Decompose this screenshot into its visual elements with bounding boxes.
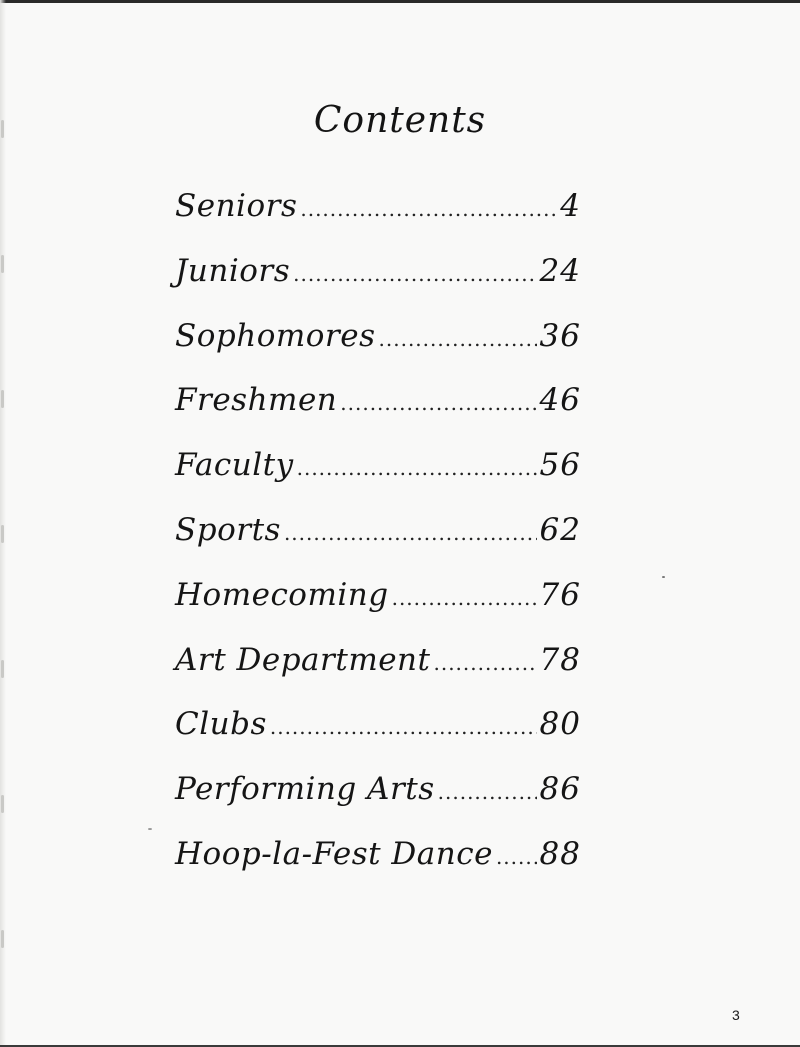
- dot-leader: [293, 262, 536, 286]
- toc-entry-page: 46: [539, 382, 581, 419]
- dot-leader: [297, 456, 537, 480]
- toc-entry-label: Homecoming: [175, 576, 389, 613]
- dot-leader: [340, 391, 536, 415]
- toc-entry-seniors[interactable]: [175, 188, 581, 253]
- page-title: Contents: [313, 100, 487, 141]
- dot-leader: [270, 715, 537, 739]
- page-number: 3: [732, 1007, 740, 1023]
- toc-entry-hoop-la-fest-dance[interactable]: [175, 836, 581, 901]
- table-of-contents: [175, 188, 581, 901]
- dot-leader: [300, 197, 557, 221]
- toc-entry-label: Sophomores: [175, 317, 376, 354]
- toc-entry-page: 56: [539, 447, 581, 484]
- binding-hole: [1, 390, 4, 408]
- paper-speck: [662, 576, 665, 578]
- dot-leader: [379, 327, 537, 351]
- toc-entry-freshmen[interactable]: [175, 382, 581, 447]
- toc-entry-page: 80: [539, 706, 581, 743]
- toc-entry-sophomores[interactable]: [175, 318, 581, 383]
- toc-entry-performing-arts[interactable]: [175, 771, 581, 836]
- toc-entry-homecoming[interactable]: [175, 577, 581, 642]
- toc-entry-label: Faculty: [175, 447, 294, 484]
- toc-entry-page: 24: [539, 252, 581, 289]
- dot-leader: [433, 651, 536, 675]
- toc-entry-faculty[interactable]: [175, 447, 581, 512]
- binding-hole: [1, 930, 4, 948]
- toc-entry-page: 86: [539, 771, 581, 808]
- binding-hole: [1, 525, 4, 543]
- toc-entry-label: Freshmen: [175, 382, 338, 419]
- dot-leader: [392, 586, 537, 610]
- toc-entry-page: 62: [539, 511, 581, 548]
- toc-entry-page: 4: [560, 188, 581, 224]
- toc-entry-label: Sports: [175, 511, 281, 548]
- dot-leader: [284, 521, 537, 545]
- toc-entry-label: Hoop-la-Fest Dance: [175, 835, 493, 872]
- paper-speck: [148, 828, 152, 830]
- dot-leader: [496, 845, 537, 869]
- toc-entry-label: Art Department: [175, 641, 431, 678]
- toc-entry-art-department[interactable]: [175, 642, 581, 707]
- toc-entry-page: 36: [539, 317, 581, 354]
- toc-entry-label: Performing Arts: [175, 771, 435, 808]
- binding-hole: [1, 660, 4, 678]
- toc-entry-page: 76: [539, 576, 581, 613]
- toc-entry-juniors[interactable]: [175, 253, 581, 318]
- dot-leader: [438, 780, 537, 804]
- toc-entry-label: Juniors: [175, 252, 291, 289]
- toc-entry-label: Seniors: [175, 188, 298, 224]
- page-top-edge: [0, 0, 800, 3]
- toc-entry-sports[interactable]: [175, 512, 581, 577]
- toc-entry-label: Clubs: [175, 706, 267, 743]
- toc-entry-page: 78: [539, 641, 581, 678]
- toc-entry-page: 88: [539, 835, 581, 872]
- toc-entry-clubs[interactable]: [175, 706, 581, 771]
- binding-hole: [1, 795, 4, 813]
- binding-hole: [1, 255, 4, 273]
- binding-edge: [0, 0, 6, 1047]
